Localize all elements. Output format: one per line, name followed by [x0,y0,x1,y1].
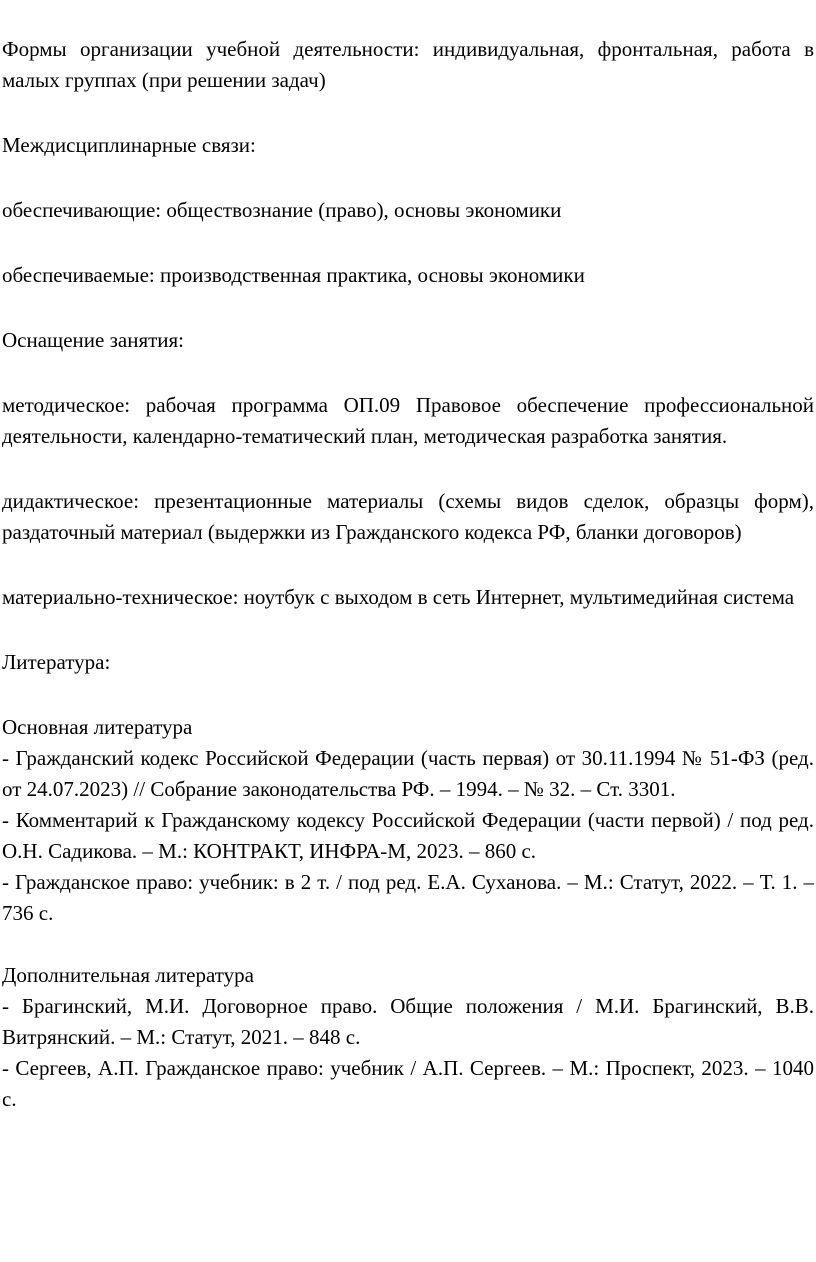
forms-paragraph: Формы организации учебной деятельности: индивидуальная, фронтальная, работа в малых группах (при решении задач) [2,37,814,92]
literature-item: - Комментарий к Гражданскому кодексу Российской Федерации (части первой) / под ред. О.Н. Садикова. – М.: КОНТРАКТ, ИНФРА-М, 2023. – 860 с. [2,808,814,863]
literature-item: - Гражданское право: учебник: в 2 т. / под ред. Е.А. Суханова. – М.: Статут, 2022. – Т. 1. – 736 с. [2,870,814,925]
literature-item: - Брагинский, М.И. Договорное право. Общие положения / М.И. Брагинский, В.В. Витрянский. – М.: Статут, 2021. – 848 с. [2,994,814,1049]
main-literature-title: Основная литература [2,715,193,739]
equipment-heading: Оснащение занятия: [2,328,185,352]
literature-item: - Сергеев, А.П. Гражданское право: учебник / А.П. Сергеев. – М.: Проспект, 2023. – 1040 с. [2,1056,814,1111]
technical-equipment: материально-техническое: ноутбук с выходом в сеть Интернет, мультимедийная система [2,585,795,609]
interdisciplinary-heading: Междисциплинарные связи: [2,133,256,157]
provided-disciplines: обеспечиваемые: производственная практика, основы экономики [2,263,585,287]
methodical-equipment: методическое: рабочая программа ОП.09 Правовое обеспечение профессиональной деятельности, календарно-тематический план, методическая разработка занятия. [2,393,814,448]
additional-literature-section [2,960,814,1115]
literature-heading: Литература: [2,650,111,674]
providing-disciplines: обеспечивающие: обществознание (право), основы экономики [2,198,562,222]
literature-item: - Гражданский кодекс Российской Федерации (часть первая) от 30.11.1994 № 51-ФЗ (ред. от 24.07.2023) // Собрание законодательства РФ. – 1994. – № 32. – Ст. 3301. [2,746,814,801]
didactic-equipment: дидактическое: презентационные материалы (схемы видов сделок, образцы форм), раздаточный материал (выдержки из Гражданского кодекса РФ, бланки договоров) [2,489,814,544]
main-literature-section [2,712,814,929]
additional-literature-title: Дополнительная литература [2,963,254,987]
